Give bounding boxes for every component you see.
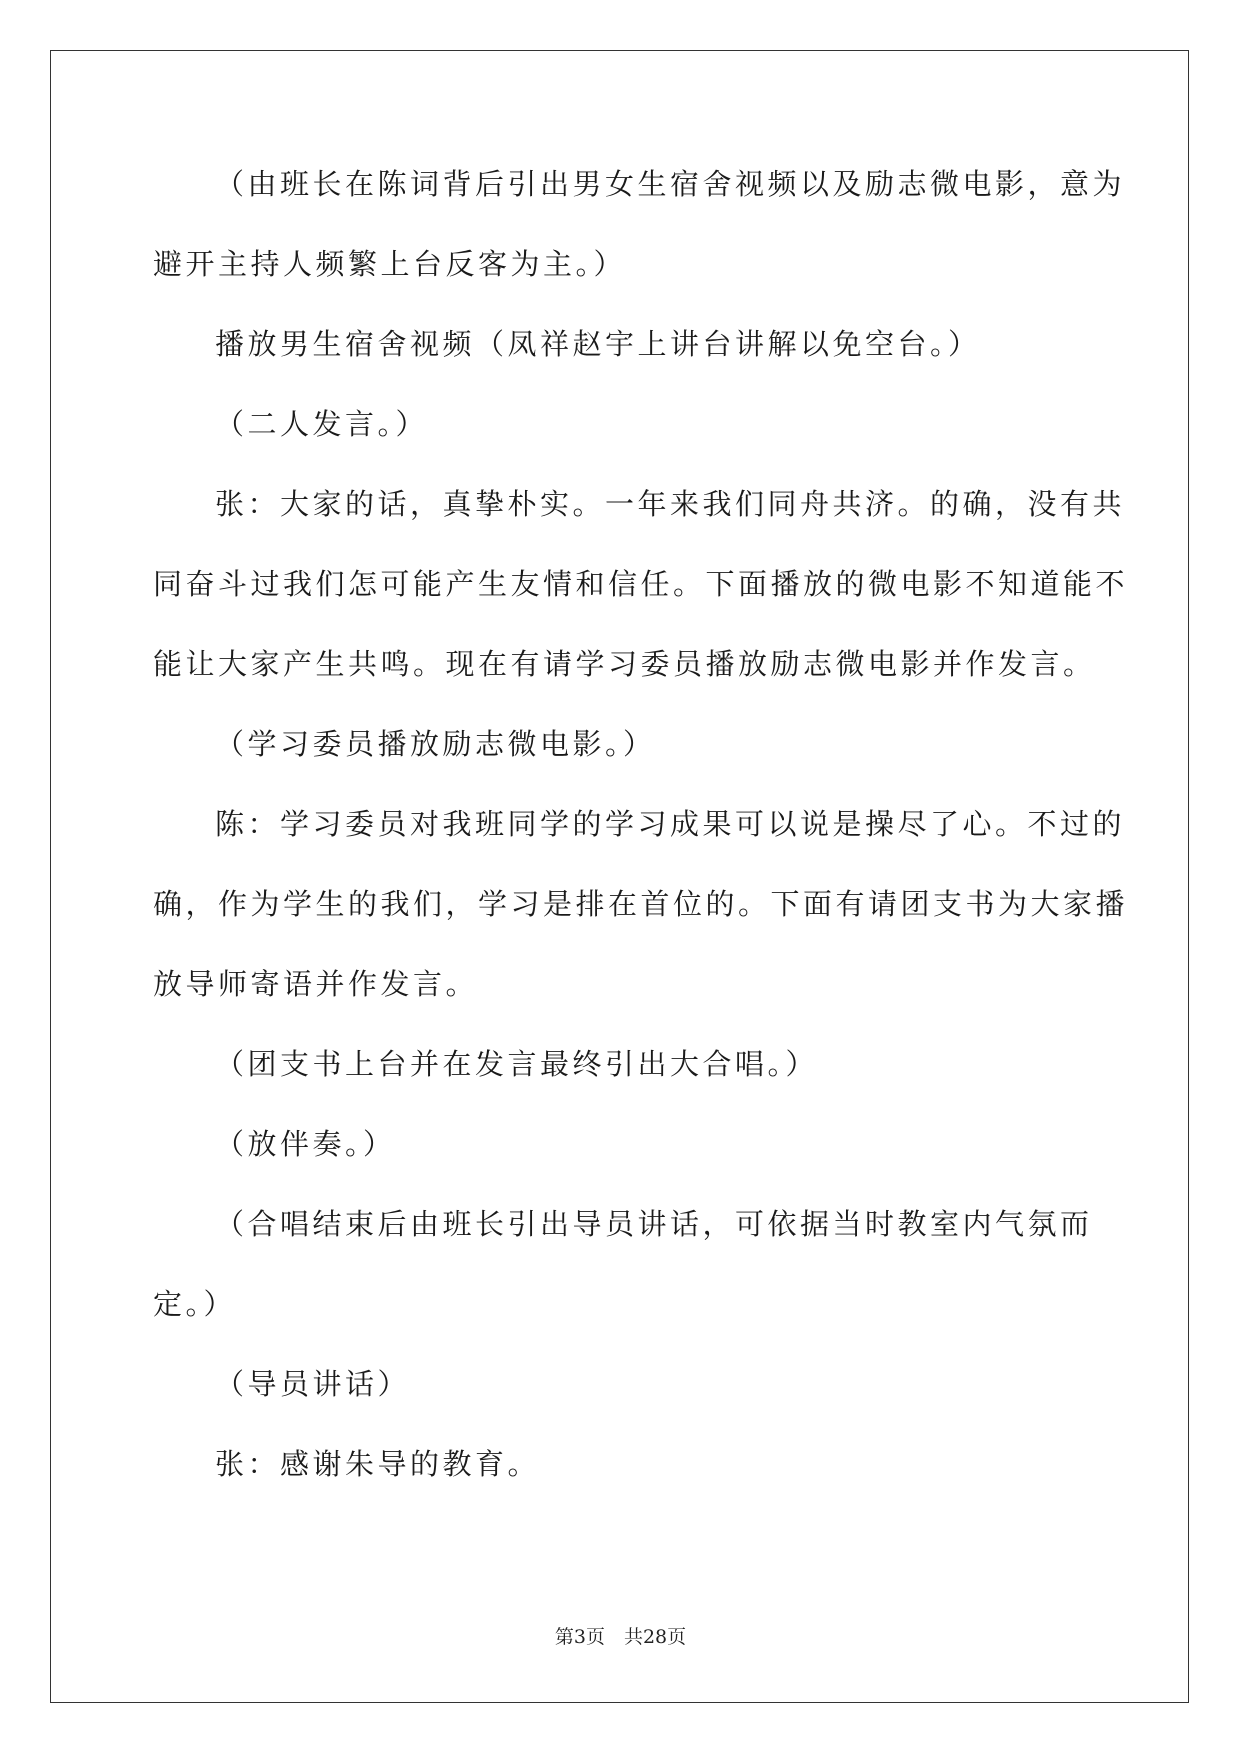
paragraph-line: 能让大家产生共鸣。现在有请学习委员播放励志微电影并作发言。 — [153, 647, 1096, 681]
paragraph-line: （二人发言。） — [215, 407, 429, 441]
paragraph-line: （学习委员播放励志微电影。） — [215, 727, 656, 761]
page-number: 第3页 共28页 — [554, 1626, 687, 1648]
paragraph-line: （合唱结束后由班长引出导员讲话，可依据当时教室内气氛而 — [215, 1207, 1093, 1241]
paragraph-line: 张：感谢朱导的教育。 — [215, 1447, 541, 1481]
paragraph-line: 确，作为学生的我们，学习是排在首位的。下面有请团支书为大家播 — [153, 887, 1129, 921]
document-body — [153, 160, 1129, 1520]
paragraph-line: 陈：学习委员对我班同学的学习成果可以说是操尽了心。不过的 — [215, 807, 1126, 841]
paragraph-line: （团支书上台并在发言最终引出大合唱。） — [215, 1047, 819, 1081]
paragraph-line: 避开主持人频繁上台反客为主。） — [153, 247, 627, 281]
paragraph-line: 定。） — [153, 1287, 237, 1321]
paragraph-line: 同奋斗过我们怎可能产生友情和信任。下面播放的微电影不知道能不 — [153, 567, 1129, 601]
page-footer — [0, 1622, 1241, 1649]
paragraph-line: （由班长在陈词背后引出男女生宿舍视频以及励志微电影，意为 — [215, 167, 1126, 201]
paragraph-line: 张：大家的话，真挚朴实。一年来我们同舟共济。的确，没有共 — [215, 487, 1126, 521]
paragraph-line: （导员讲话） — [215, 1367, 411, 1401]
paragraph-line: （放伴奏。） — [215, 1127, 396, 1161]
paragraph-line: 播放男生宿舍视频（凤祥赵宇上讲台讲解以免空台。） — [215, 327, 981, 361]
paragraph-line: 放导师寄语并作发言。 — [153, 967, 479, 1001]
